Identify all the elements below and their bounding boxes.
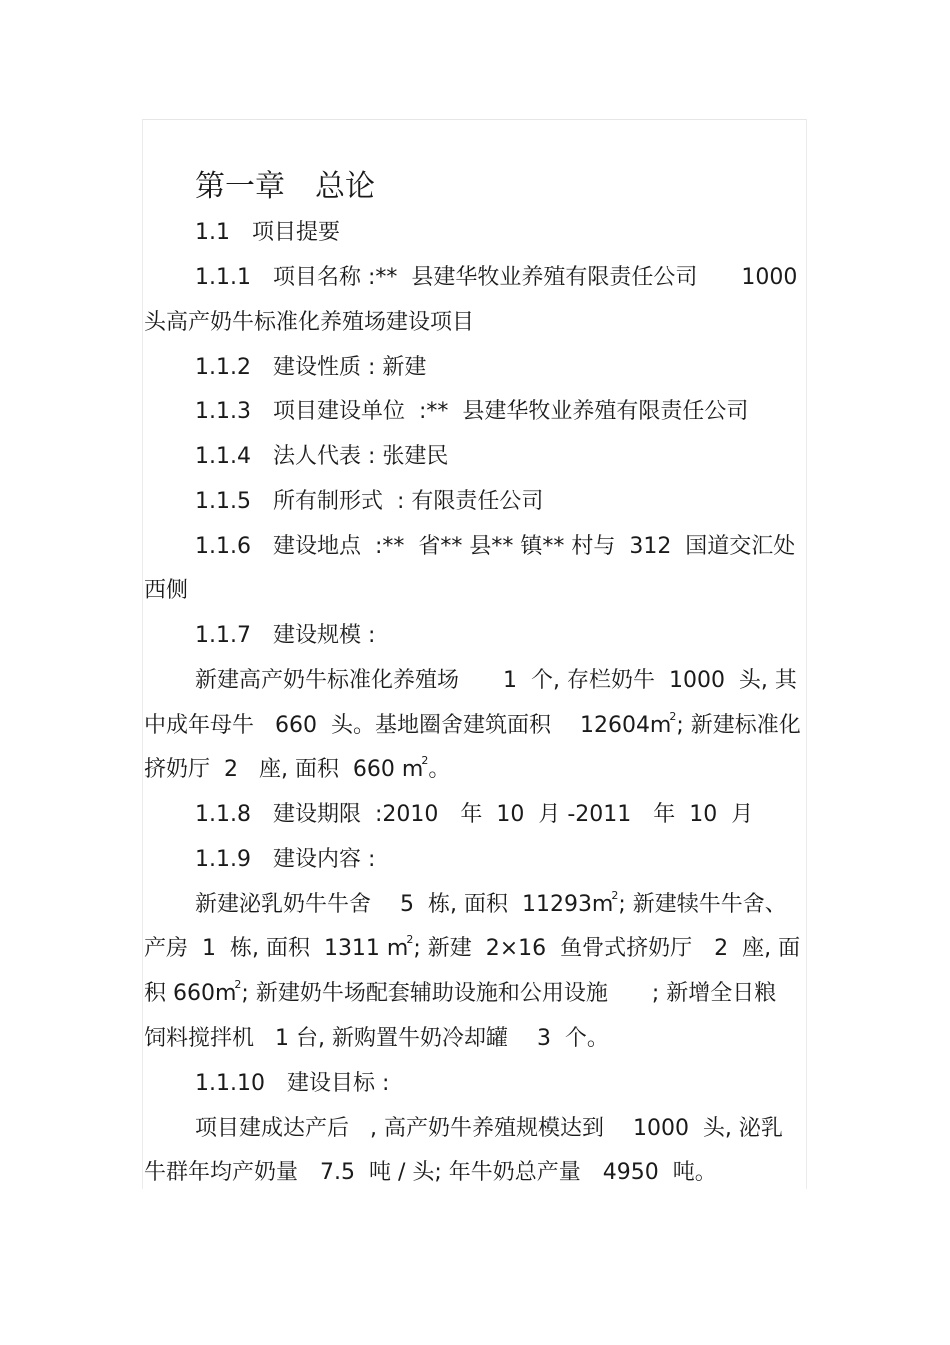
superscript: 2 — [406, 933, 414, 946]
paragraph-line — [144, 712, 801, 743]
paragraph-line: 项目建成达产后 , 高产奶牛养殖规模达到 1000 头, 泌乳 — [195, 1116, 783, 1141]
line-text: 挤奶厅 2 座, 面积 660 m — [144, 757, 424, 782]
chapter-title: 第一章 总论 — [195, 169, 375, 204]
paragraph-line — [195, 891, 787, 922]
paragraph-line — [144, 935, 800, 966]
line-text: ; 新建标准化 — [676, 713, 801, 738]
paragraph-line: 1.1.4 法人代表 : 张建民 — [195, 444, 449, 469]
paragraph-line: 1.1.8 建设期限 :2010 年 10 月 -2011 年 10 月 — [195, 802, 754, 827]
paragraph-line: 1.1.10 建设目标 : — [195, 1071, 390, 1096]
paragraph-line: 1.1.5 所有制形式 : 有限责任公司 — [195, 489, 544, 514]
superscript: 2 — [234, 978, 242, 991]
superscript: 2 — [669, 710, 677, 723]
line-text: ; 新建奶牛场配套辅助设施和公用设施 ; 新增全日粮 — [241, 981, 777, 1006]
section-heading: 1.1 项目提要 — [195, 220, 340, 245]
paragraph-line: 1.1.6 建设地点 :** 省** 县** 镇** 村与 312 国道交汇处 — [195, 534, 796, 559]
line-text: 积 660m — [144, 981, 237, 1006]
line-text: ; 新建 2×16 鱼骨式挤奶厅 2 座, 面 — [413, 936, 801, 961]
paragraph-line: 西侧 — [144, 578, 189, 603]
paragraph-line: 饲料搅拌机 1 台, 新购置牛奶冷却罐 3 个。 — [144, 1026, 609, 1051]
paragraph-line: 1.1.1 项目名称 :** 县建华牧业养殖有限责任公司 1000 — [195, 265, 798, 290]
paragraph-line — [144, 980, 776, 1011]
line-text: 新建泌乳奶牛牛舍 5 栋, 面积 11293m — [195, 892, 614, 917]
paragraph-line: 1.1.3 项目建设单位 :** 县建华牧业养殖有限责任公司 — [195, 399, 749, 424]
line-text: 。 — [428, 757, 451, 782]
paragraph-line — [144, 756, 450, 787]
paragraph-line: 新建高产奶牛标准化养殖场 1 个, 存栏奶牛 1000 头, 其 — [195, 668, 797, 693]
superscript: 2 — [421, 754, 429, 767]
line-text: 中成年母牛 660 头。基地圈舍建筑面积 12604m — [144, 713, 672, 738]
line-text: 产房 1 栋, 面积 1311 m — [144, 936, 409, 961]
superscript: 2 — [611, 889, 619, 902]
paragraph-line: 1.1.9 建设内容 : — [195, 847, 376, 872]
paragraph-line: 头高产奶牛标准化养殖场建设项目 — [144, 310, 475, 335]
line-text: ; 新建犊牛牛舍、 — [618, 892, 787, 917]
paragraph-line: 1.1.7 建设规模 : — [195, 623, 376, 648]
paragraph-line: 1.1.2 建设性质 : 新建 — [195, 355, 427, 380]
paragraph-line: 牛群年均产奶量 7.5 吨 / 头; 年牛奶总产量 4950 吨。 — [144, 1160, 717, 1185]
